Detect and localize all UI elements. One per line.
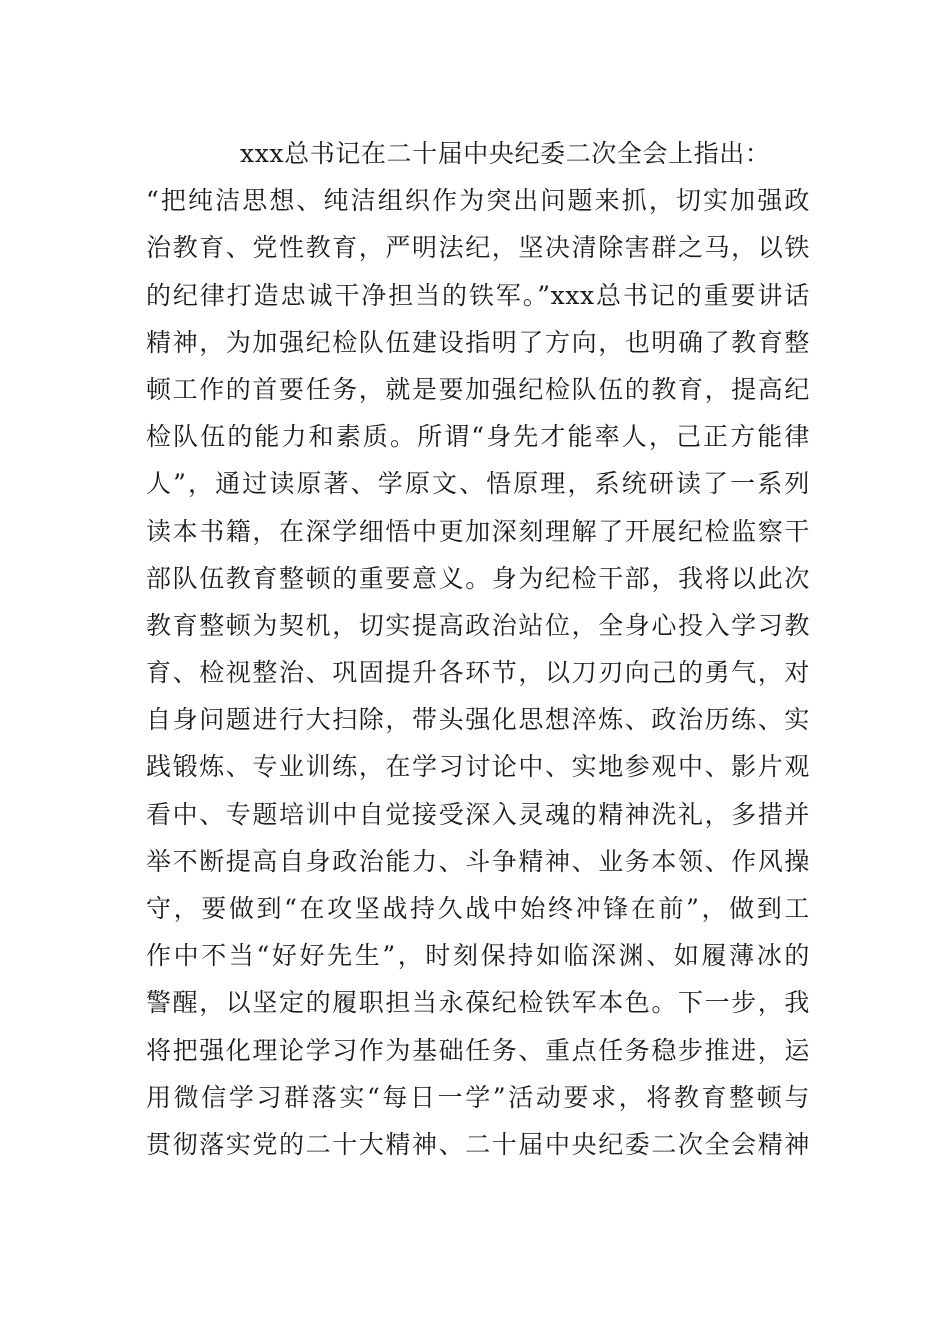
paragraph-line: 贯彻落实党的二十大精神、二十届中央纪委二次全会精神 [146,1129,810,1159]
paragraph-line: 警醒，以坚定的履职担当永葆纪检铁军本色。下一步，我 [146,988,810,1018]
paragraph-line: 治教育、党性教育，严明法纪，坚决清除害群之马，以铁 [146,233,810,263]
paragraph-line: xxx总书记在二十届中央纪委二次全会上指出： [240,139,771,168]
paragraph-line: 守，要做到“在攻坚战持久战中始终冲锋在前”，做到工 [146,894,810,923]
paragraph-line: 读本书籍，在深学细悟中更加深刻理解了开展纪检监察干 [146,516,810,546]
paragraph-line: 育、检视整治、巩固提升各环节，以刀刃向己的勇气，对 [146,658,810,688]
paragraph-line: 顿工作的首要任务，就是要加强纪检队伍的教育，提高纪 [146,374,810,404]
paragraph-line: 作中不当“好好先生”，时刻保持如临深渊、如履薄冰的 [146,941,810,971]
paragraph-line: 将把强化理论学习作为基础任务、重点任务稳步推进，运 [146,1035,810,1065]
paragraph-line: “把纯洁思想、纯洁组织作为突出问题来抓，切实加强政 [146,186,810,216]
paragraph-line: 检队伍的能力和素质。所谓“身先才能率人，己正方能律 [146,422,810,452]
paragraph-line: 部队伍教育整顿的重要意义。身为纪检干部，我将以此次 [146,563,810,593]
paragraph-line: 举不断提高自身政治能力、斗争精神、业务本领、作风操 [146,846,810,876]
paragraph-line: 自身问题进行大扫除，带头强化思想淬炼、政治历练、实 [146,705,810,735]
paragraph-line: 用微信学习群落实“每日一学”活动要求，将教育整顿与 [146,1082,810,1112]
paragraph-line: 精神，为加强纪检队伍建设指明了方向，也明确了教育整 [146,327,810,357]
paragraph-line: 践锻炼、专业训练，在学习讨论中、实地参观中、影片观 [146,752,810,782]
body-paragraph [146,130,810,1168]
paragraph-line: 看中、专题培训中自觉接受深入灵魂的精神洗礼，多措并 [146,799,810,829]
paragraph-line: 的纪律打造忠诚干净担当的铁军。”xxx总书记的重要讲话 [146,280,810,310]
paragraph-line: 人”，通过读原著、学原文、悟原理，系统研读了一系列 [146,469,810,499]
paragraph-line: 教育整顿为契机，切实提高政治站位，全身心投入学习教 [146,610,810,640]
